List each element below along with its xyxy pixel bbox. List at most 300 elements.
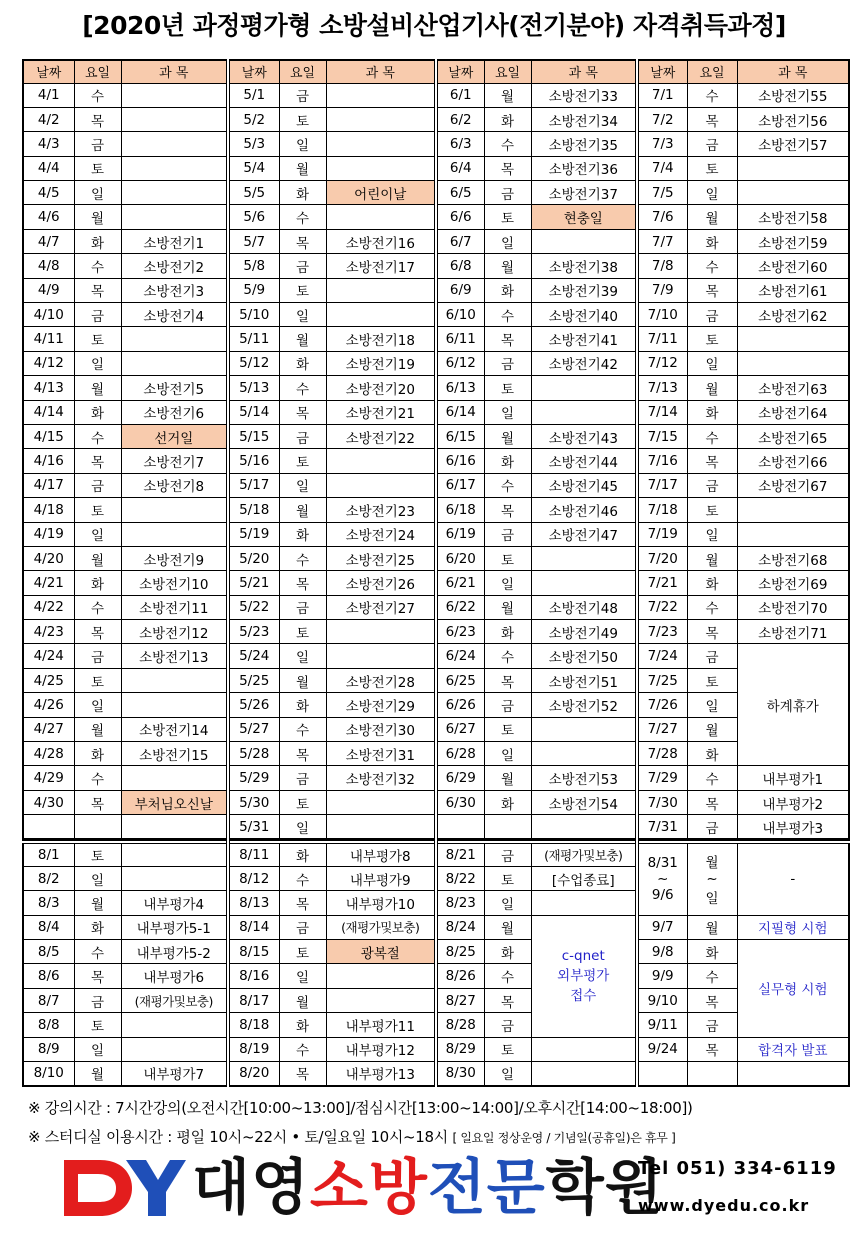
subject-cell: 어린이날 [326, 181, 436, 205]
subject-cell: 소방전기34 [531, 107, 637, 131]
subject-cell: 소방전기38 [531, 254, 637, 278]
header-day: 요일 [687, 60, 737, 83]
date-cell: 6/30 [436, 790, 484, 814]
day-cell: 월 [687, 376, 737, 400]
date-cell: 7/4 [637, 156, 687, 180]
day-cell: 월 [74, 546, 121, 570]
subject-cell: 소방전기13 [121, 644, 228, 668]
day-cell [687, 1062, 737, 1086]
date-cell: 6/26 [436, 693, 484, 717]
subject-cell: 소방전기57 [737, 132, 849, 156]
day-cell: 토 [687, 668, 737, 692]
subject-cell: [수업종료] [531, 866, 637, 890]
subject-cell: 내부평가10 [326, 891, 436, 915]
date-cell: 8/6 [23, 964, 74, 988]
date-cell: 5/9 [228, 278, 279, 302]
subject-cell: 소방전기54 [531, 790, 637, 814]
subject-cell: 소방전기36 [531, 156, 637, 180]
subject-cell: 선거일 [121, 424, 228, 448]
date-cell: 9/7 [637, 915, 687, 939]
subject-cell: 소방전기55 [737, 83, 849, 107]
subject-cell: 소방전기30 [326, 717, 436, 741]
day-cell: 월 [279, 327, 326, 351]
date-cell: 7/23 [637, 620, 687, 644]
date-cell: 8/21 [436, 842, 484, 866]
subject-cell [121, 205, 228, 229]
subject-cell: 소방전기37 [531, 181, 637, 205]
period-day-text: 월 [705, 855, 719, 872]
period-subject-cell: - [737, 842, 849, 915]
date-cell: 6/17 [436, 473, 484, 497]
study-room-hours: ※ 스터디실 이용시간 : 평일 10시~22시 • 토/일요일 10시~18시 [28, 1128, 448, 1146]
subject-cell: 현충일 [531, 205, 637, 229]
subject-cell [531, 815, 637, 839]
date-cell: 8/17 [228, 988, 279, 1012]
brand-part-1: 대영 [192, 1153, 310, 1223]
day-cell: 목 [687, 620, 737, 644]
day-cell: 금 [279, 595, 326, 619]
date-cell: 4/4 [23, 156, 74, 180]
table-row [23, 473, 849, 497]
subject-cell: 소방전기5 [121, 376, 228, 400]
day-cell: 수 [484, 303, 531, 327]
date-cell: 4/30 [23, 790, 74, 814]
day-cell: 수 [279, 1037, 326, 1061]
day-cell: 목 [484, 498, 531, 522]
day-cell: 월 [279, 156, 326, 180]
date-cell: 7/27 [637, 717, 687, 741]
day-cell: 일 [484, 1062, 531, 1086]
day-cell: 수 [74, 83, 121, 107]
subject-cell: 내부평가1 [737, 766, 849, 790]
table-row [23, 83, 849, 107]
day-cell: 금 [687, 303, 737, 327]
day-cell: 금 [484, 351, 531, 375]
date-cell: 6/4 [436, 156, 484, 180]
date-cell: 5/28 [228, 742, 279, 766]
date-cell: 8/23 [436, 891, 484, 915]
table-row [23, 498, 849, 522]
date-cell: 4/28 [23, 742, 74, 766]
day-cell: 수 [279, 205, 326, 229]
subject-cell: 내부평가8 [326, 842, 436, 866]
day-cell: 목 [279, 400, 326, 424]
header-date: 날짜 [228, 60, 279, 83]
date-cell: 7/18 [637, 498, 687, 522]
subject-cell: 소방전기69 [737, 571, 849, 595]
subject-cell: (재평가및보충) [326, 915, 436, 939]
subject-cell: 소방전기1 [121, 229, 228, 253]
date-cell: 9/11 [637, 1013, 687, 1037]
day-cell: 수 [74, 595, 121, 619]
date-cell: 4/29 [23, 766, 74, 790]
table-row [23, 303, 849, 327]
day-cell: 토 [484, 866, 531, 890]
subject-cell: 소방전기29 [326, 693, 436, 717]
day-cell: 월 [484, 595, 531, 619]
subject-cell [326, 278, 436, 302]
subject-cell [531, 376, 637, 400]
header-subject: 과 목 [326, 60, 436, 83]
date-cell: 5/1 [228, 83, 279, 107]
cqnet-text: c-qnet [561, 948, 605, 965]
subject-cell: 소방전기51 [531, 668, 637, 692]
subject-cell [531, 1037, 637, 1061]
subject-cell [737, 498, 849, 522]
day-cell: 금 [687, 132, 737, 156]
date-cell: 8/24 [436, 915, 484, 939]
subject-cell: 소방전기35 [531, 132, 637, 156]
subject-cell [121, 1037, 228, 1061]
date-cell: 8/12 [228, 866, 279, 890]
day-cell: 금 [279, 766, 326, 790]
subject-cell: 소방전기16 [326, 229, 436, 253]
day-cell: 일 [484, 891, 531, 915]
date-cell: 9/24 [637, 1037, 687, 1061]
subject-cell: 소방전기28 [326, 668, 436, 692]
day-cell: 목 [279, 229, 326, 253]
date-cell: 8/20 [228, 1062, 279, 1086]
day-cell: 화 [74, 915, 121, 939]
day-cell: 일 [279, 132, 326, 156]
period-day-cell [687, 842, 737, 915]
day-cell: 월 [74, 717, 121, 741]
date-cell [436, 815, 484, 839]
subject-cell [531, 571, 637, 595]
day-cell: 일 [74, 1037, 121, 1061]
subject-cell: 소방전기40 [531, 303, 637, 327]
day-cell: 일 [74, 866, 121, 890]
day-cell: 일 [74, 693, 121, 717]
table-row [23, 156, 849, 180]
day-cell: 토 [279, 107, 326, 131]
day-cell: 목 [687, 278, 737, 302]
website-link[interactable]: www.dyedu.co.kr [638, 1196, 810, 1215]
subject-cell [326, 790, 436, 814]
date-cell: 7/26 [637, 693, 687, 717]
subject-cell: (재평가및보충) [531, 842, 637, 866]
header-date: 날짜 [23, 60, 74, 83]
subject-cell: 소방전기70 [737, 595, 849, 619]
date-cell: 4/7 [23, 229, 74, 253]
subject-cell [121, 181, 228, 205]
day-cell: 금 [74, 303, 121, 327]
day-cell: 일 [279, 303, 326, 327]
day-cell: 금 [687, 1013, 737, 1037]
date-cell: 5/27 [228, 717, 279, 741]
subject-cell [326, 988, 436, 1012]
date-cell: 7/24 [637, 644, 687, 668]
day-cell: 목 [687, 1037, 737, 1061]
subject-cell: 부처님오신날 [121, 790, 228, 814]
day-cell: 화 [687, 940, 737, 964]
date-cell: 5/26 [228, 693, 279, 717]
day-cell: 토 [74, 498, 121, 522]
date-cell: 7/17 [637, 473, 687, 497]
day-cell: 목 [279, 571, 326, 595]
subject-cell: 소방전기65 [737, 424, 849, 448]
subject-cell: 소방전기66 [737, 449, 849, 473]
date-cell: 7/22 [637, 595, 687, 619]
subject-cell [531, 546, 637, 570]
day-cell: 화 [279, 522, 326, 546]
date-cell: 5/17 [228, 473, 279, 497]
period-day-text: ~ [706, 871, 718, 888]
date-cell: 4/3 [23, 132, 74, 156]
subject-cell: 소방전기3 [121, 278, 228, 302]
study-room-note [28, 1126, 675, 1147]
day-cell: 화 [484, 449, 531, 473]
date-cell: 6/5 [436, 181, 484, 205]
day-cell: 일 [687, 181, 737, 205]
subject-cell [737, 351, 849, 375]
period-date-text: 8/31 [647, 855, 678, 872]
date-cell: 7/2 [637, 107, 687, 131]
day-cell: 금 [484, 181, 531, 205]
table-row [23, 400, 849, 424]
table-row [23, 915, 849, 939]
day-cell: 토 [687, 498, 737, 522]
day-cell: 금 [687, 815, 737, 839]
date-cell: 8/22 [436, 866, 484, 890]
date-cell: 5/12 [228, 351, 279, 375]
date-cell: 6/27 [436, 717, 484, 741]
day-cell: 목 [484, 156, 531, 180]
subject-cell: 광복절 [326, 940, 436, 964]
day-cell: 일 [484, 742, 531, 766]
practical-exam-cell: 실무형 시험 [737, 940, 849, 1038]
day-cell: 일 [279, 815, 326, 839]
day-cell: 화 [74, 229, 121, 253]
date-cell: 7/14 [637, 400, 687, 424]
subject-cell: 소방전기6 [121, 400, 228, 424]
table-row [23, 766, 849, 790]
period-date-text: 9/6 [651, 887, 674, 904]
date-cell: 6/12 [436, 351, 484, 375]
day-cell: 월 [484, 766, 531, 790]
subject-cell [121, 668, 228, 692]
table-row [23, 449, 849, 473]
day-cell: 금 [279, 254, 326, 278]
subject-cell [121, 766, 228, 790]
subject-cell: 소방전기8 [121, 473, 228, 497]
date-cell: 5/6 [228, 205, 279, 229]
academy-name [192, 1150, 664, 1226]
date-cell: 6/7 [436, 229, 484, 253]
subject-cell [121, 498, 228, 522]
subject-cell [531, 229, 637, 253]
subject-cell [326, 473, 436, 497]
academy-logo [60, 1152, 186, 1224]
period-day-text: 일 [705, 891, 719, 908]
table-row [23, 668, 849, 692]
day-cell: 목 [74, 449, 121, 473]
date-cell [637, 1062, 687, 1086]
date-cell: 7/11 [637, 327, 687, 351]
day-cell: 토 [279, 940, 326, 964]
day-cell: 목 [687, 988, 737, 1012]
day-cell: 월 [74, 1062, 121, 1086]
date-cell: 6/19 [436, 522, 484, 546]
subject-cell: 소방전기47 [531, 522, 637, 546]
day-cell: 토 [279, 790, 326, 814]
table-row [23, 815, 849, 839]
date-cell: 4/6 [23, 205, 74, 229]
subject-cell: 소방전기58 [737, 205, 849, 229]
day-cell: 수 [74, 766, 121, 790]
subject-cell [121, 351, 228, 375]
study-room-remark: [ 일요일 정상운영 / 기념일(공휴일)은 휴무 ] [452, 1131, 676, 1145]
subject-cell [326, 132, 436, 156]
table-row [23, 644, 849, 668]
subject-cell: 내부평가3 [737, 815, 849, 839]
date-cell: 8/26 [436, 964, 484, 988]
date-cell: 8/30 [436, 1062, 484, 1086]
day-cell: 수 [687, 254, 737, 278]
subject-cell: 소방전기27 [326, 595, 436, 619]
day-cell: 금 [484, 842, 531, 866]
day-cell: 월 [687, 717, 737, 741]
day-cell: 토 [484, 717, 531, 741]
subject-cell: 소방전기71 [737, 620, 849, 644]
day-cell: 일 [687, 522, 737, 546]
day-cell: 금 [484, 1013, 531, 1037]
date-cell: 7/21 [637, 571, 687, 595]
day-cell: 금 [279, 424, 326, 448]
header-date: 날짜 [637, 60, 687, 83]
date-cell: 8/10 [23, 1062, 74, 1086]
date-cell: 5/8 [228, 254, 279, 278]
day-cell: 금 [687, 644, 737, 668]
date-cell: 7/16 [637, 449, 687, 473]
day-cell: 화 [687, 571, 737, 595]
subject-cell: 소방전기14 [121, 717, 228, 741]
subject-cell: 소방전기10 [121, 571, 228, 595]
header-day: 요일 [484, 60, 531, 83]
date-cell: 5/24 [228, 644, 279, 668]
subject-cell: 소방전기19 [326, 351, 436, 375]
date-cell: 8/25 [436, 940, 484, 964]
date-cell: 5/18 [228, 498, 279, 522]
date-cell: 7/30 [637, 790, 687, 814]
day-cell: 화 [484, 107, 531, 131]
date-cell: 6/28 [436, 742, 484, 766]
date-cell: 8/19 [228, 1037, 279, 1061]
table-row [23, 842, 849, 866]
date-cell: 4/17 [23, 473, 74, 497]
subject-cell: 소방전기2 [121, 254, 228, 278]
subject-cell [121, 107, 228, 131]
subject-cell: 내부평가7 [121, 1062, 228, 1086]
date-cell: 4/1 [23, 83, 74, 107]
day-cell: 토 [74, 1013, 121, 1037]
date-cell: 7/3 [637, 132, 687, 156]
subject-cell: 소방전기46 [531, 498, 637, 522]
subject-cell: 소방전기15 [121, 742, 228, 766]
subject-cell: 소방전기43 [531, 424, 637, 448]
day-cell: 화 [484, 278, 531, 302]
date-cell: 4/20 [23, 546, 74, 570]
subject-cell [737, 522, 849, 546]
subject-cell [531, 1062, 637, 1086]
subject-cell: 소방전기41 [531, 327, 637, 351]
day-cell: 목 [74, 107, 121, 131]
table-row [23, 278, 849, 302]
subject-cell [737, 156, 849, 180]
day-cell: 목 [279, 891, 326, 915]
date-cell: 6/22 [436, 595, 484, 619]
date-cell: 8/8 [23, 1013, 74, 1037]
day-cell: 수 [279, 866, 326, 890]
day-cell: 일 [687, 351, 737, 375]
table-row [23, 254, 849, 278]
subject-cell [121, 842, 228, 866]
date-cell: 5/2 [228, 107, 279, 131]
table-row [23, 1062, 849, 1086]
table-row [23, 522, 849, 546]
date-cell: 6/18 [436, 498, 484, 522]
header-subject: 과 목 [531, 60, 637, 83]
subject-cell [121, 1013, 228, 1037]
subject-cell [121, 327, 228, 351]
date-cell: 4/15 [23, 424, 74, 448]
subject-cell: 소방전기23 [326, 498, 436, 522]
day-cell: 화 [484, 790, 531, 814]
announcement-cell: 합격자 발표 [737, 1037, 849, 1061]
subject-cell: 내부평가5-2 [121, 940, 228, 964]
date-cell: 6/15 [436, 424, 484, 448]
date-cell: 5/30 [228, 790, 279, 814]
day-cell: 토 [74, 156, 121, 180]
day-cell: 화 [279, 351, 326, 375]
phone-number: Tel 051) 334-6119 [638, 1158, 837, 1179]
brand-part-4: 학원 [545, 1153, 664, 1223]
day-cell: 목 [74, 620, 121, 644]
date-cell: 7/15 [637, 424, 687, 448]
subject-cell: 소방전기64 [737, 400, 849, 424]
day-cell: 금 [279, 83, 326, 107]
brand-part-2: 소방 [309, 1153, 428, 1223]
subject-cell [326, 644, 436, 668]
date-cell: 7/28 [637, 742, 687, 766]
subject-cell: 소방전기32 [326, 766, 436, 790]
day-cell: 수 [687, 595, 737, 619]
day-cell: 화 [484, 940, 531, 964]
day-cell: 일 [279, 964, 326, 988]
table-row [23, 693, 849, 717]
table-row [23, 351, 849, 375]
day-cell: 수 [484, 473, 531, 497]
day-cell: 일 [74, 181, 121, 205]
subject-cell: 소방전기59 [737, 229, 849, 253]
subject-cell [326, 815, 436, 839]
date-cell: 5/19 [228, 522, 279, 546]
subject-cell: 소방전기62 [737, 303, 849, 327]
day-cell: 월 [74, 205, 121, 229]
day-cell: 목 [484, 327, 531, 351]
day-cell: 금 [74, 988, 121, 1012]
date-cell: 9/10 [637, 988, 687, 1012]
subject-cell [326, 449, 436, 473]
day-cell: 월 [484, 915, 531, 939]
subject-cell: 내부평가9 [326, 866, 436, 890]
subject-cell [531, 742, 637, 766]
subject-cell: 소방전기33 [531, 83, 637, 107]
day-cell: 목 [74, 278, 121, 302]
date-cell: 4/23 [23, 620, 74, 644]
date-cell: 6/20 [436, 546, 484, 570]
date-cell: 6/2 [436, 107, 484, 131]
